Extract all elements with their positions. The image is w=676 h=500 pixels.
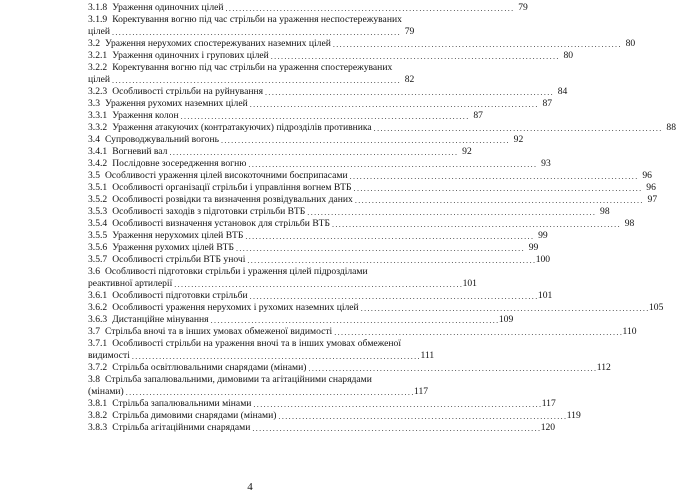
toc-entry-title: Особливості ураження нерухомих і рухомих наземних цілей	[112, 302, 359, 313]
toc-entry-page: 79	[404, 26, 415, 37]
toc-entry-number: 3.8.1	[88, 398, 108, 409]
toc-leader-dots	[350, 171, 637, 180]
toc-leader-dots	[265, 87, 552, 96]
toc-entry-page: 92	[462, 146, 472, 157]
toc-leader-dots	[174, 279, 461, 288]
toc-entry-page: 109	[498, 314, 514, 325]
toc-entry-title-continued: (мінами)	[88, 386, 124, 397]
toc-entry-page: 112	[596, 362, 611, 373]
toc-leader-dots	[332, 219, 619, 228]
toc-entry-title-continued: видимості	[88, 350, 130, 361]
toc-entry[interactable]	[88, 206, 610, 218]
toc-leader-dots	[245, 231, 532, 240]
toc-leader-dots	[253, 399, 540, 408]
toc-entry-title: Особливості визначення установок для стрільби ВТБ	[112, 218, 330, 229]
toc-entry[interactable]	[88, 38, 636, 50]
toc-entry-title: Особливості стрільби на ураження вночі та в інших умовах обмеженої	[112, 338, 402, 349]
toc-leader-dots	[355, 195, 642, 204]
toc-entry-title: Ураження рухомих цілей ВТБ	[112, 242, 234, 253]
toc-entry-number: 3.4	[88, 134, 100, 145]
toc-entry[interactable]	[88, 362, 611, 374]
toc-entry-page: 87	[473, 110, 483, 121]
toc-entry[interactable]	[88, 86, 568, 98]
toc-entry-number: 3.5.3	[88, 206, 108, 217]
toc-entry[interactable]	[88, 122, 676, 134]
toc-entry[interactable]	[88, 410, 581, 422]
toc-entry-number: 3.7	[88, 326, 100, 337]
toc-entry-page: 96	[642, 170, 652, 181]
toc-entry-page: 93	[541, 158, 551, 169]
toc-leader-dots	[221, 135, 508, 144]
toc-entry-title: Ураження рухомих наземних цілей	[105, 98, 248, 109]
toc-leader-dots	[354, 183, 641, 192]
toc-entry-number: 3.7.1	[88, 338, 108, 349]
toc-leader-dots	[236, 243, 523, 252]
toc-entry-page: 88	[666, 122, 676, 133]
toc-entry-number: 3.6	[88, 266, 100, 277]
toc-leader-dots	[226, 3, 513, 12]
toc-entry-title: Особливості підготовки стрільби і ураження цілей підрозділами	[105, 266, 368, 277]
toc-leader-dots	[247, 255, 534, 264]
toc-entry[interactable]	[88, 50, 574, 62]
toc-entry-number: 3.6.2	[88, 302, 108, 313]
toc-entry-title: Особливості стрільби на руйнування	[112, 86, 264, 97]
toc-entry-title: Стрільба освітлювальними снарядами (мінами)	[112, 362, 307, 373]
toc-entry-page: 105	[649, 302, 664, 313]
toc-leader-dots	[361, 303, 648, 312]
toc-entry-number: 3.5.7	[88, 254, 108, 265]
toc-entry-number: 3.5	[88, 170, 100, 181]
toc-entry-number: 3.2.3	[88, 86, 108, 97]
toc-entry[interactable]	[88, 326, 637, 338]
toc-entry[interactable]	[88, 242, 539, 254]
toc-entry-page: 111	[420, 350, 435, 361]
toc-entry[interactable]	[88, 146, 472, 158]
toc-entry[interactable]	[88, 62, 415, 86]
toc-entry-number: 3.4.2	[88, 158, 108, 169]
toc-entry[interactable]	[88, 2, 528, 14]
toc-entry-title: Коректування вогню під час стрільби на ураження спостережуваних	[112, 62, 393, 73]
toc-leader-dots	[132, 351, 419, 360]
toc-entry-title: Стрільба запалювальними, димовими та агітаційними снарядами	[105, 374, 372, 385]
toc-entry[interactable]	[88, 110, 483, 122]
toc-entry-title: Особливості ураження цілей високоточними боєприпасами	[105, 170, 348, 181]
toc-entry-number: 3.1.8	[88, 2, 108, 13]
toc-entry[interactable]	[88, 182, 656, 194]
toc-entry-title-continued: цілей	[88, 74, 110, 85]
toc-entry-number: 3.5.4	[88, 218, 108, 229]
toc-entry-page: 79	[518, 2, 528, 13]
toc-entry[interactable]	[88, 266, 477, 290]
toc-entry-number: 3.8.2	[88, 410, 108, 421]
toc-entry-number: 3.1.9	[88, 14, 108, 25]
toc-entry-page: 92	[513, 134, 524, 145]
toc-entry-title: Ураження атакуючих (контратакуючих) підрозділів противника	[112, 122, 372, 133]
toc-entry-page: 98	[624, 218, 635, 229]
toc-entry-number: 3.5.5	[88, 230, 108, 241]
toc-entry[interactable]	[88, 290, 553, 302]
toc-entry-number: 3.3.2	[88, 122, 108, 133]
toc-entry[interactable]	[88, 134, 524, 146]
toc-entry-page: 99	[528, 242, 539, 253]
toc-entry-title: Особливості організації стрільби і управління вогнем ВТБ	[112, 182, 352, 193]
toc-entry-page: 100	[535, 254, 551, 265]
toc-entry-number: 3.3.1	[88, 110, 108, 121]
toc-entry-title: Коректування вогню під час стрільби на ураження неспостережуваних	[112, 14, 402, 25]
toc-leader-dots	[181, 111, 468, 120]
toc-entry-page: 99	[538, 230, 548, 241]
toc-entry[interactable]	[88, 338, 435, 362]
toc-entry-title: Стрільба димовими снарядами (мінами)	[112, 410, 277, 421]
toc-leader-dots	[248, 159, 535, 168]
toc-entry-title: Супроводжувальний вогонь	[105, 134, 219, 145]
toc-entry-title: Ураження одиночних цілей	[112, 2, 224, 13]
toc-entry-page: 117	[414, 386, 429, 397]
toc-entry-number: 3.5.2	[88, 194, 108, 205]
toc-entry[interactable]	[88, 194, 658, 206]
toc-entry-page: 87	[542, 98, 553, 109]
toc-entry-number: 3.2.2	[88, 62, 108, 73]
toc-leader-dots	[252, 423, 539, 432]
toc-entry[interactable]	[88, 302, 664, 314]
toc-entry[interactable]	[88, 98, 553, 110]
toc-entry-title: Вогневий вал	[112, 146, 168, 157]
page-number: 4	[247, 481, 253, 493]
toc-entry-page: 96	[646, 182, 656, 193]
toc-leader-dots	[169, 147, 456, 156]
toc-entry-number: 3.7.2	[88, 362, 108, 373]
toc-leader-dots	[250, 291, 537, 300]
toc-entry-title: Особливості стрільби ВТБ уночі	[112, 254, 246, 265]
toc-entry-page: 110	[622, 326, 637, 337]
table-of-contents	[88, 2, 676, 434]
toc-entry-page: 97	[647, 194, 658, 205]
toc-entry[interactable]	[88, 218, 635, 230]
toc-entry[interactable]	[88, 14, 415, 38]
toc-leader-dots	[250, 99, 537, 108]
toc-leader-dots	[211, 315, 498, 324]
toc-entry-title: Дистанційне мінування	[112, 314, 209, 325]
toc-entry[interactable]	[88, 314, 514, 326]
toc-entry-title: Ураження нерухомих спостережуваних наземних цілей	[105, 38, 331, 49]
toc-entry-number: 3.5.6	[88, 242, 108, 253]
toc-leader-dots	[112, 75, 399, 84]
toc-entry-number: 3.5.1	[88, 182, 108, 193]
toc-leader-dots	[334, 327, 621, 336]
toc-leader-dots	[333, 39, 620, 48]
toc-entry-page: 120	[540, 422, 556, 433]
toc-entry-title-continued: реактивної артилерії	[88, 278, 173, 289]
toc-entry-title: Ураження колон	[112, 110, 179, 121]
toc-leader-dots	[271, 51, 558, 60]
toc-entry-page: 80	[625, 38, 636, 49]
toc-entry-title-continued: цілей	[88, 26, 110, 37]
toc-entry-title: Особливості підготовки стрільби	[112, 290, 248, 301]
toc-entry-page: 117	[541, 398, 556, 409]
toc-entry[interactable]	[88, 230, 548, 242]
toc-entry-number: 3.6.1	[88, 290, 108, 301]
toc-entry-title: Послідовне зосередження вогню	[112, 158, 247, 169]
toc-entry-page: 119	[566, 410, 581, 421]
toc-entry-page: 101	[537, 290, 553, 301]
toc-leader-dots	[112, 27, 399, 36]
toc-entry-number: 3.3	[88, 98, 100, 109]
toc-entry-page: 98	[600, 206, 610, 217]
toc-entry-number: 3.4.1	[88, 146, 108, 157]
toc-entry[interactable]	[88, 398, 556, 410]
toc-entry-page: 80	[563, 50, 574, 61]
toc-entry[interactable]	[88, 170, 652, 182]
toc-entry-number: 3.8.3	[88, 422, 108, 433]
toc-entry-number: 3.8	[88, 374, 100, 385]
toc-leader-dots	[278, 411, 565, 420]
toc-entry[interactable]	[88, 374, 429, 398]
toc-entry-title: Стрільба агітаційними снарядами	[112, 422, 251, 433]
toc-entry-number: 3.6.3	[88, 314, 108, 325]
toc-entry-title: Особливості розвідки та визначення розвідувальних даних	[112, 194, 353, 205]
toc-entry-title: Особливості заходів з підготовки стрільби ВТБ	[112, 206, 306, 217]
toc-entry[interactable]	[88, 254, 551, 266]
toc-entry-title: Стрільба вночі та в інших умовах обмеженої видимості	[105, 326, 333, 337]
toc-entry-title: Ураження нерухомих цілей ВТБ	[112, 230, 244, 241]
toc-leader-dots	[308, 363, 595, 372]
toc-entry-number: 3.2	[88, 38, 100, 49]
toc-entry-page: 82	[404, 74, 415, 85]
toc-leader-dots	[126, 387, 413, 396]
toc-entry-title: Ураження одиночних і групових цілей	[112, 50, 269, 61]
toc-leader-dots	[374, 123, 661, 132]
toc-entry[interactable]	[88, 158, 551, 170]
toc-entry-title: Стрільба запалювальними мінами	[112, 398, 252, 409]
toc-entry-page: 101	[462, 278, 477, 289]
toc-entry-number: 3.2.1	[88, 50, 108, 61]
toc-entry-page: 84	[557, 86, 568, 97]
toc-leader-dots	[307, 207, 594, 216]
toc-entry[interactable]	[88, 422, 556, 434]
